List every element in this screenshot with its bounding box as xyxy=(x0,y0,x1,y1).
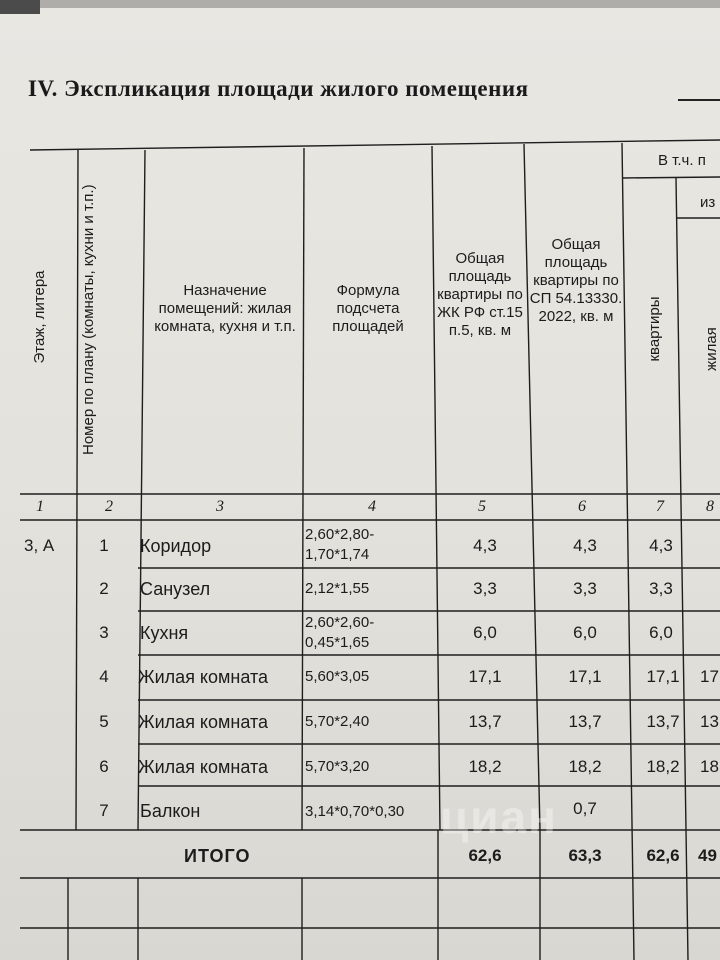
column-number: 3 xyxy=(216,498,224,515)
room-number: 2 xyxy=(99,579,109,598)
room-number: 6 xyxy=(99,757,109,776)
room-name: Жилая комната xyxy=(138,712,269,732)
formula: 0,45*1,65 xyxy=(305,634,370,651)
formula: 1,70*1,74 xyxy=(305,546,370,563)
area-zhk: 4,3 xyxy=(473,536,497,555)
header-subgroup: из xyxy=(700,194,716,211)
area-zhk: 17,1 xyxy=(468,667,502,686)
total-area-living: 49 xyxy=(698,846,717,865)
area-living: 13 xyxy=(700,712,719,731)
area-living: 17 xyxy=(700,667,719,686)
area-apartment: 6,0 xyxy=(649,623,673,642)
total-label: ИТОГО xyxy=(184,846,251,866)
formula: 2,60*2,60- xyxy=(305,614,375,631)
room-number: 4 xyxy=(99,667,109,686)
area-sp: 0,7 xyxy=(573,799,597,818)
formula: 5,70*3,20 xyxy=(305,758,370,775)
area-sp: 18,2 xyxy=(568,757,602,776)
area-sp: 13,7 xyxy=(568,712,602,731)
room-name: Санузел xyxy=(140,579,211,599)
total-area-zhk: 62,6 xyxy=(468,846,502,865)
area-apartment: 17,1 xyxy=(646,667,680,686)
header-plan-number: Номер по плану (комнаты, кухни и т.п.) xyxy=(80,184,97,455)
room-number: 1 xyxy=(99,536,109,555)
room-number: 7 xyxy=(99,801,109,820)
formula: 3,14*0,70*0,30 xyxy=(305,803,405,820)
header-purpose: Назначение помещений: жилая комната, кухня и т.п. xyxy=(154,282,296,335)
area-sp: 3,3 xyxy=(573,579,597,598)
area-living: 18 xyxy=(700,757,719,776)
area-sp: 6,0 xyxy=(573,623,597,642)
room-name: Кухня xyxy=(140,623,189,643)
column-number: 6 xyxy=(578,498,586,515)
section-title: IV. Экспликация площади жилого помещения xyxy=(28,76,529,101)
total-area-sp: 63,3 xyxy=(568,846,602,865)
area-apartment: 4,3 xyxy=(649,536,673,555)
column-number: 2 xyxy=(105,498,113,515)
formula: 2,60*2,80- xyxy=(305,526,375,543)
area-zhk: 18,2 xyxy=(468,757,502,776)
room-number: 5 xyxy=(99,712,109,731)
header-floor: Этаж, литера xyxy=(31,270,48,364)
room-name: Балкон xyxy=(140,801,201,821)
column-number: 5 xyxy=(478,498,486,515)
area-apartment: 3,3 xyxy=(649,579,673,598)
area-zhk: 3,3 xyxy=(473,579,497,598)
header-apartment: квартиры xyxy=(646,296,663,362)
column-number: 7 xyxy=(656,498,664,515)
column-number: 8 xyxy=(706,498,714,515)
area-sp: 4,3 xyxy=(573,536,597,555)
area-zhk: 6,0 xyxy=(473,623,497,642)
column-number: 1 xyxy=(36,498,44,515)
header-area-sp: Общая площадь квартиры по СП 54.13330. 2022, кв. м xyxy=(529,236,623,325)
area-zhk: 13,7 xyxy=(468,712,502,731)
area-apartment: 13,7 xyxy=(646,712,680,731)
header-group: В т.ч. п xyxy=(658,152,706,169)
area-apartment: 18,2 xyxy=(646,757,680,776)
room-name: Жилая комната xyxy=(138,757,269,777)
header-area-zhk: Общая площадь квартиры по ЖК РФ ст.15 п.5, кв. м xyxy=(437,250,523,339)
column-number: 4 xyxy=(368,498,376,515)
floor-letter: 3, А xyxy=(24,536,55,555)
room-name: Жилая комната xyxy=(138,667,269,687)
watermark: циан xyxy=(440,791,558,843)
formula: 5,60*3,05 xyxy=(305,668,370,685)
header-living: жилая xyxy=(703,327,720,371)
room-name: Коридор xyxy=(140,536,212,556)
area-sp: 17,1 xyxy=(568,667,602,686)
total-area-apartment: 62,6 xyxy=(646,846,680,865)
formula: 5,70*2,40 xyxy=(305,713,370,730)
room-number: 3 xyxy=(99,623,109,642)
formula: 2,12*1,55 xyxy=(305,580,370,597)
header-formula: Формула подсчета площадей xyxy=(332,282,404,335)
